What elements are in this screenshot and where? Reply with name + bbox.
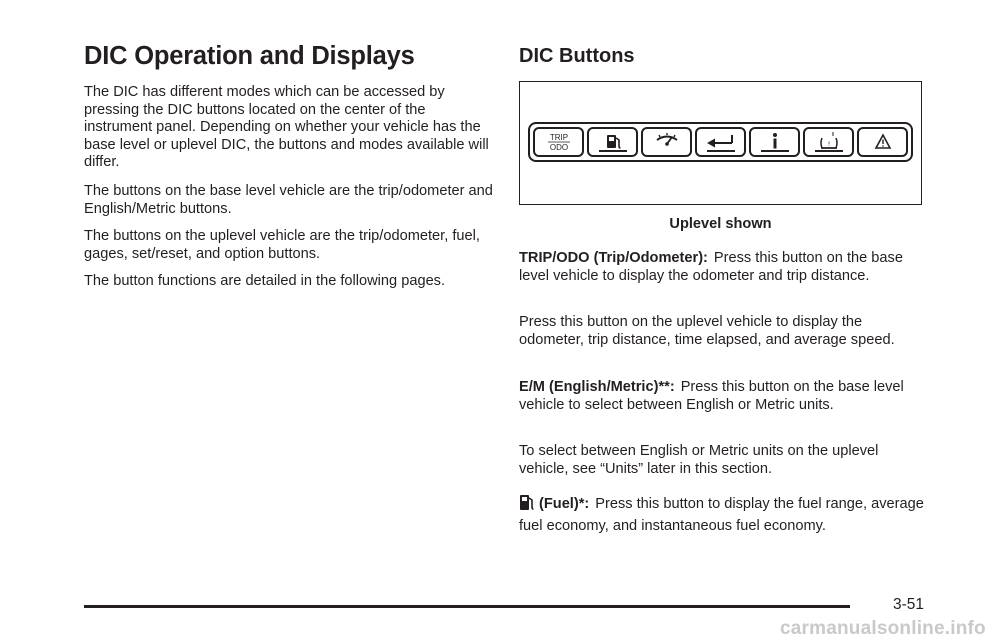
trip-uplevel-paragraph: Press this button on the uplevel vehicle to display the odometer, trip distance, time elapsed, and average speed. [519, 314, 895, 348]
dic-buttons-figure [519, 81, 922, 205]
functions-paragraph: The button functions are detailed in the following pages. [84, 273, 446, 289]
subsection-title: DIC Buttons [519, 45, 635, 67]
fuel-paragraph [519, 494, 929, 536]
em-text: Press this button on the base level vehicle to select between English or Metric units. [519, 379, 904, 413]
gage-button [641, 127, 692, 157]
fuel-button [587, 127, 638, 157]
trip-odo-paragraph [519, 250, 929, 285]
trip-odometer-button [533, 127, 584, 157]
trip-label: TRIP [549, 133, 568, 142]
warning-button [857, 127, 908, 157]
page-number: 3-51 [893, 596, 925, 613]
intro-paragraph: The DIC has different modes which can be accessed by pressing the DIC buttons located on the center of the instrument panel. Depending on whether your vehicle has the base level or uplevel DIC, the buttons and modes available will differ. [84, 84, 489, 171]
em-paragraph [519, 379, 929, 414]
gage-icon [647, 131, 687, 153]
em-label: E/M (English/Metric)**: [519, 379, 675, 395]
warning-triangle-icon [863, 131, 903, 153]
trip-odometer-icon [539, 131, 579, 153]
fuel-pump-icon [593, 131, 633, 153]
section-title: DIC Operation and Displays [84, 42, 415, 70]
fuel-text: Press this button to display the fuel range, average fuel economy, and instantaneous fuel economy. [519, 496, 924, 534]
tire-pressure-button [803, 127, 854, 157]
em-uplevel-paragraph: To select between English or Metric units on the uplevel vehicle, see “Units” later in this section. [519, 443, 879, 477]
svg-text:!: ! [827, 141, 830, 148]
set-reset-icon [701, 131, 741, 153]
tire-pressure-icon [809, 131, 849, 153]
set-reset-button [695, 127, 746, 157]
odo-label: ODO [549, 143, 568, 152]
footer-rule [84, 605, 850, 608]
fuel-label: (Fuel)*: [539, 496, 590, 512]
trip-odo-label: TRIP/ODO (Trip/Odometer): [519, 250, 708, 266]
info-icon [755, 131, 795, 153]
figure-caption: Uplevel shown [669, 216, 772, 232]
info-button [749, 127, 800, 157]
watermark: carmanualsonline.info [780, 618, 986, 639]
trip-odo-text: Press this button on the base level vehicle to display the odometer and trip distance. [519, 250, 903, 284]
uplevel-paragraph: The buttons on the uplevel vehicle are the trip/odometer, fuel, gages, set/reset, and option buttons. [84, 228, 480, 262]
dic-button-bar [528, 122, 913, 162]
fuel-pump-icon [519, 494, 534, 517]
base-level-paragraph: The buttons on the base level vehicle are the trip/odometer and English/Metric buttons. [84, 183, 493, 217]
